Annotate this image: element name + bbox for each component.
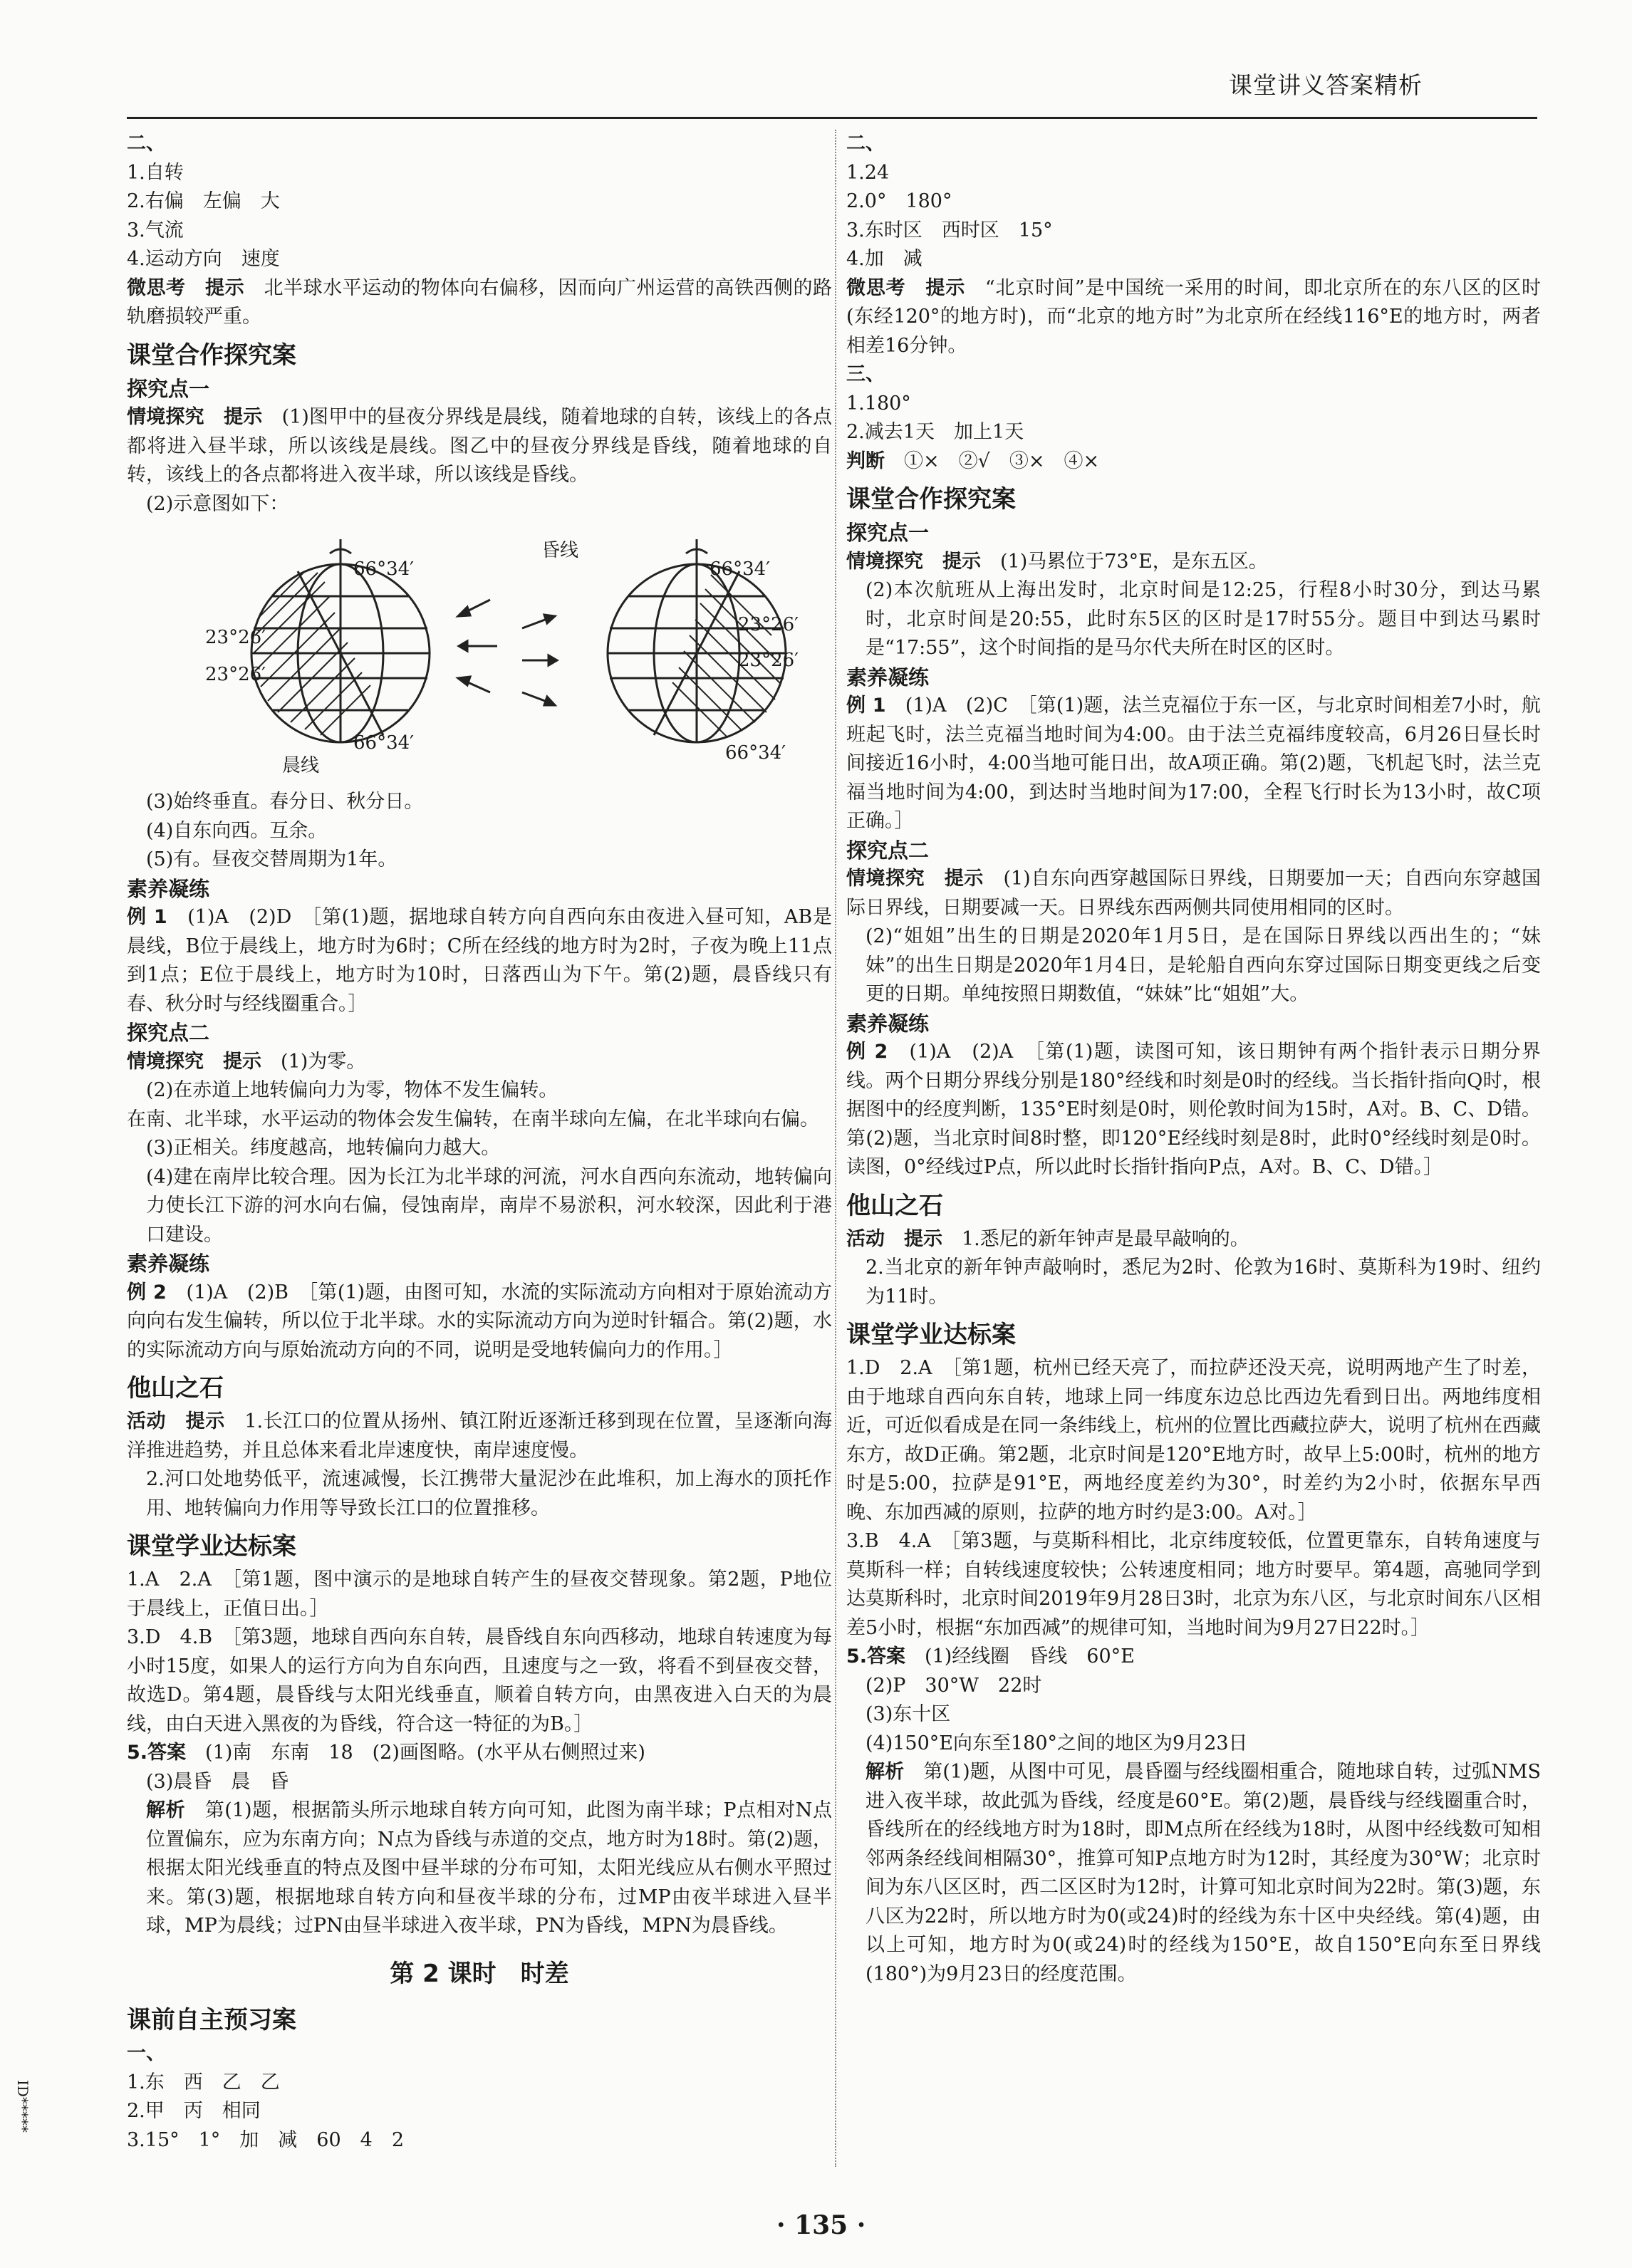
answer-item: 1.A 2.A ［第1题，图中演示的是地球自转产生的昼夜交替现象。第2题，P地位于晨线上，正值日出。］	[127, 1569, 832, 1620]
answer-text: (3)晨昏 晨 昏	[146, 1770, 289, 1793]
section-label: 三、	[846, 363, 885, 385]
scenario-block	[846, 548, 1541, 577]
column-divider	[835, 130, 836, 2167]
analysis-label: 解析	[146, 1799, 186, 1821]
dawn-line-label: 晨线	[282, 755, 320, 776]
scenario-block	[127, 403, 832, 490]
answer-label: 5.答案	[127, 1742, 187, 1764]
scenario-text: (5)有。昼夜交替周期为1年。	[146, 848, 397, 870]
answer-text: (1)南 东南 18 (2)画图略。(水平从右侧照过来)	[205, 1742, 645, 1764]
scenario-text: (3)正相关。纬度越高，地转偏向力越大。	[146, 1137, 501, 1159]
activity-text: 2.当北京的新年钟声敲响时，悉尼为2时、伦敦为16时、莫斯科为19时、纽约为11时。	[866, 1257, 1541, 1308]
scenario-text: (2)示意图如下：	[146, 492, 289, 515]
scenario-text: (1)马累位于73°E，是东五区。	[1000, 550, 1268, 573]
right-column	[846, 130, 1541, 1989]
think-text: “北京时间”是中国统一采用的时间，即北京所在的东八区的区时(东经120°的地方时)，而“北京的地方时”为北京所在经线116°E的地方时，两者相差16分钟。	[846, 276, 1542, 357]
analysis-text: 第(1)题，从图中可见，晨昏圈与经线圈相重合，随地球自转，过弧NMS进入夜半球，故此弧为昏线，经度是60°E。第(2)题，晨昏线与经线圈重合时，昏线所在的经线地方时为18时，即M点所在经线为18时，从图中经线数可知相邻两条经线间相隔30°，推算可知P点地方时为12时，其经度为30°W；北京时间为东八区区时，西二区区时为12时，计算可知北京时间为22时。第(3)题，东八区为22时，所以地方时为0(或24)时的经线为东十区中央经线。第(4)题，由以上可知，地方时为0(或24)时的经线为150°E，故自150°E向东至日界线(180°)为9月23日的经度范围。	[866, 1761, 1541, 1985]
running-header: 课堂讲义答案精析	[1229, 71, 1423, 99]
left-column	[127, 130, 832, 2155]
answer-line: 1.180°	[846, 392, 911, 415]
latitude-label: 66°34′	[353, 732, 415, 754]
section-heading: 课堂学业达标案	[127, 1532, 296, 1561]
answer-item: 1.D 2.A ［第1题，杭州已经天亮了，而拉萨还没天亮，说明两地产生了时差，由于地球自西向东自转，地球上同一纬度东边总比西边先看到日出。两地纬度相近，可近似看成是在同一条纬线上，杭州的位置比西藏拉萨大，说明了杭州在西藏东方，故D正确。第2题，北京时间是120°E地方时，故早上5:00时，杭州的地方时是5:00，拉萨是91°E，两地经度差约为30°，时差约为2小时，依据东早西晚、东加西减的原则，拉萨的地方时约是3:00。A对。］	[846, 1357, 1541, 1524]
example-label: 例 1	[846, 695, 886, 717]
scenario-block	[846, 865, 1541, 922]
answer-line: 4.运动方向 速度	[127, 248, 280, 270]
activity-block	[846, 1225, 1541, 1254]
scenario-text: 在南、北半球，水平运动的物体会发生偏转，在南半球向左偏，在北半球向右偏。	[127, 1108, 819, 1130]
activity-heading: 活动 提示	[127, 1410, 225, 1432]
example-block	[127, 903, 832, 1019]
section-heading: 课堂合作探究案	[127, 340, 296, 370]
think-block	[846, 274, 1541, 361]
section-label: 二、	[127, 132, 165, 155]
example-label: 例 2	[127, 1281, 167, 1304]
latitude-label: 23°26′	[738, 614, 799, 635]
latitude-label: 66°34′	[353, 558, 415, 580]
scenario-text: (2)在赤道上地转偏向力为零，物体不发生偏转。	[146, 1079, 558, 1101]
judge-text: ①× ②√ ③× ④×	[904, 449, 1100, 472]
example-text: (1)A (2)A ［第(1)题，读图可知，该日期钟有两个指针表示日期分界线。两个日期分界线分别是180°经线和时刻是0时的经线。当长指针指向Q时，根据图中的经度判断，135°E时刻是0时，则伦敦时间为15时，A对。B、C、D错。第(2)题，当北京时间8时整，即120°E经线时刻是8时，此时0°经线时刻是0时。读图，0°经线过P点，所以此时长指针指向P点，A对。B、C、D错。］	[846, 1041, 1542, 1178]
scenario-text: (1)为零。	[281, 1050, 366, 1073]
explore-point: 探究点二	[846, 838, 930, 863]
latitude-label: 66°34′	[725, 742, 786, 764]
answer-line: 2.减去1天 加上1天	[846, 421, 1024, 443]
scenario-text: (2)“姐姐”出生的日期是2020年1月5日，是在国际日界线以西出生的；“妹妹”的出生日期是2020年1月4日，是轮船自西向东穿过国际日期变更线之后变更的日期。单纯按照日期数值，“妹妹”比“姐姐”大。	[866, 925, 1541, 1005]
example-text: (1)A (2)D ［第(1)题，据地球自转方向自西向东由夜进入昼可知，AB是晨线，B位于晨线上，地方时为6时；C所在经线的地方时为2时，子夜为晚上11点到1点；E位于晨线上，地方时为10时，日落西山为下午。第(2)题，晨昏线只有春、秋分时与经线圈重合。］	[127, 906, 833, 1015]
analysis-text: 第(1)题，根据箭头所示地球自转方向可知，此图为南半球；P点相对N点位置偏东，应为东南方向；N点为昏线与赤道的交点，地方时为18时。第(2)题，根据太阳光线垂直的特点及图中昼半球的分布可知，太阳光线应从右侧水平照过来。第(3)题，根据地球自转方向和昼夜半球的分布，过MP由夜半球进入昼半球，MP为晨线；过PN由昼半球进入夜半球，PN为昏线，MPN为晨昏线。	[146, 1799, 833, 1937]
section-label: 一、	[127, 2042, 165, 2064]
page-number: · 135 ·	[776, 2210, 866, 2240]
example-text: (1)A (2)B ［第(1)题，由图可知，水流的实际流动方向相对于原始流动方向向右发生偏转，所以位于北半球。水的实际流动方向为逆时针辐合。第(2)题，水的实际流动方向与原始流动方向的不同，说明是受地转偏向力的作用。］	[127, 1281, 833, 1361]
answer-line: 1.东 西 乙 乙	[127, 2071, 280, 2093]
header-rule	[127, 117, 1537, 119]
literacy-heading: 素养凝练	[846, 665, 930, 690]
think-text: 北半球水平运动的物体向右偏移，因而向广州运营的高铁西侧的路轨磨损较严重。	[127, 276, 833, 328]
activity-text: 2.河口处地势低平，流速减慢，长江携带大量泥沙在此堆积，加上海水的顶托作用、地转偏向力作用等导致长江口的位置推移。	[146, 1468, 832, 1519]
answer-item: 3.B 4.A ［第3题，与莫斯科相比，北京纬度较低，位置更靠东，自转角速度与莫斯科一样；自转线速度较快；公转速度相同；地方时要早。第4题，高驰同学到达莫斯科时，北京时间2019年9月28日3时，北京为东八区，与北京时间东八区相差5小时，根据“东加西减”的规律可知，当地时间为9月27日22时。］	[846, 1530, 1541, 1639]
example-block	[846, 692, 1541, 836]
answer-line: 2.0° 180°	[846, 190, 952, 212]
latitude-label: 23°26′	[205, 664, 266, 685]
judge-block	[846, 447, 1541, 477]
answer-line: 1.自转	[127, 161, 184, 184]
think-heading: 微思考 提示	[846, 276, 966, 299]
scenario-heading: 情境探究 提示	[127, 1050, 261, 1073]
answer-item	[127, 1739, 832, 1768]
example-block	[846, 1038, 1541, 1182]
explore-point: 探究点二	[127, 1021, 210, 1045]
scenario-block	[127, 1048, 832, 1077]
analysis-block	[127, 1796, 832, 1941]
scenario-heading: 情境探究 提示	[846, 550, 981, 573]
dusk-line-label: 昏线	[541, 540, 579, 561]
scenario-heading: 情境探究 提示	[846, 868, 984, 890]
explore-point: 探究点一	[127, 376, 210, 401]
day-night-diagram	[127, 521, 832, 785]
latitude-label: 23°26′	[738, 650, 799, 671]
lesson-title: 第 2 课时 时差	[390, 1959, 569, 1988]
scenario-text: (1)自东向西穿越国际日界线，日期要加一天；自西向东穿越国际日界线，日期要减一天。日界线东西两侧共同使用相同的区时。	[846, 868, 1542, 919]
section-heading: 他山之石	[127, 1374, 224, 1403]
answer-text: (4)150°E向东至180°之间的地区为9月23日	[866, 1732, 1248, 1754]
answer-line: 3.气流	[127, 219, 184, 241]
literacy-heading: 素养凝练	[846, 1011, 930, 1036]
section-heading: 课堂合作探究案	[846, 485, 1016, 514]
answer-line: 3.15° 1° 加 减 60 4 2	[127, 2128, 405, 2151]
example-label: 例 1	[127, 906, 167, 928]
activity-block	[127, 1408, 832, 1465]
side-mark: ID*****	[14, 2080, 31, 2133]
analysis-label: 解析	[866, 1761, 905, 1783]
scenario-text: (4)建在南岸比较合理。因为长江为北半球的河流，河水自西向东流动，地转偏向力使长江下游的河水向右偏，侵蚀南岸，南岸不易淤积，河水较深，因此利于港口建设。	[146, 1165, 832, 1246]
answer-line: 4.加 减	[846, 248, 922, 270]
answer-label: 5.答案	[846, 1645, 906, 1668]
scenario-text: (4)自东向西。互余。	[146, 819, 328, 842]
scenario-heading: 情境探究 提示	[127, 406, 263, 428]
analysis-block	[846, 1758, 1541, 1989]
answer-text: (3)东十区	[866, 1703, 951, 1725]
scenario-text: (3)始终垂直。春分日、秋分日。	[146, 791, 424, 813]
think-heading: 微思考 提示	[127, 276, 245, 299]
example-label: 例 2	[846, 1041, 888, 1063]
literacy-heading: 素养凝练	[127, 1252, 210, 1276]
section-heading: 他山之石	[846, 1191, 943, 1220]
section-heading: 课堂学业达标案	[846, 1321, 1016, 1349]
answer-line: 3.东时区 西时区 15°	[846, 219, 1053, 241]
activity-heading: 活动 提示	[846, 1227, 942, 1250]
explore-point: 探究点一	[846, 521, 930, 545]
section-heading: 课前自主预习案	[127, 2006, 296, 2034]
activity-text: 1.长江口的位置从扬州、镇江附近逐渐迁移到现在位置，呈逐渐向海洋推进趋势，并且总体来看北岸速度快，南岸速度慢。	[127, 1410, 833, 1462]
literacy-heading: 素养凝练	[127, 876, 210, 901]
latitude-label: 23°26′	[205, 627, 266, 648]
answer-line: 1.24	[846, 161, 890, 184]
section-label: 二、	[846, 132, 885, 155]
answer-item	[846, 1643, 1541, 1672]
activity-text: 1.悉尼的新年钟声是最早敲响的。	[962, 1227, 1249, 1250]
scenario-text: (1)图甲中的昼夜分界线是晨线，随着地球的自转，该线上的各点都将进入昼半球，所以该线是晨线。图乙中的昼夜分界线是昏线，随着地球的自转，该线上的各点都将进入夜半球，所以该线是昏线。	[127, 406, 833, 486]
answer-text: (1)经线圈 昏线 60°E	[925, 1645, 1135, 1668]
example-text: (1)A (2)C ［第(1)题，法兰克福位于东一区，与北京时间相差7小时，航班起飞时，法兰克福当地时间为4:00。由于法兰克福纬度较高，6月26日昼长时间接近16小时，4:00当地可能日出，故A项正确。第(2)题，飞机起飞时，法兰克福当地时间为4:00，到达时当地时间为17:00，全程飞行时长为13小时，故C项正确。］	[846, 695, 1542, 832]
answer-text: (2)P 30°W 22时	[866, 1674, 1042, 1697]
latitude-label: 66°34′	[710, 558, 771, 580]
answer-line: 2.右偏 左偏 大	[127, 190, 280, 212]
think-block	[127, 274, 832, 332]
judge-label: 判断	[846, 449, 885, 472]
answer-line: 2.甲 丙 相同	[127, 2100, 261, 2122]
example-block	[127, 1279, 832, 1366]
scenario-text: (2)本次航班从上海出发时，北京时间是12:25，行程8小时30分，到达马累时，北京时间是20:55，此时东5区的区时是17时55分。题目中到达马累时是“17:55”，这个时间指的是马尔代夫所在时区的区时。	[866, 579, 1541, 659]
answer-item: 3.D 4.B ［第3题，地球自西向东自转，晨昏线自东向西移动，地球自转速度为每小时15度，如果人的运行方向为自东向西，且速度与之一致，将看不到昼夜交替，故选D。第4题，晨昏线与太阳光线垂直，顺着自转方向，由黑夜进入白天的为晨线，由白天进入黑夜的为昏线，符合这一特征的为B。］	[127, 1626, 832, 1735]
